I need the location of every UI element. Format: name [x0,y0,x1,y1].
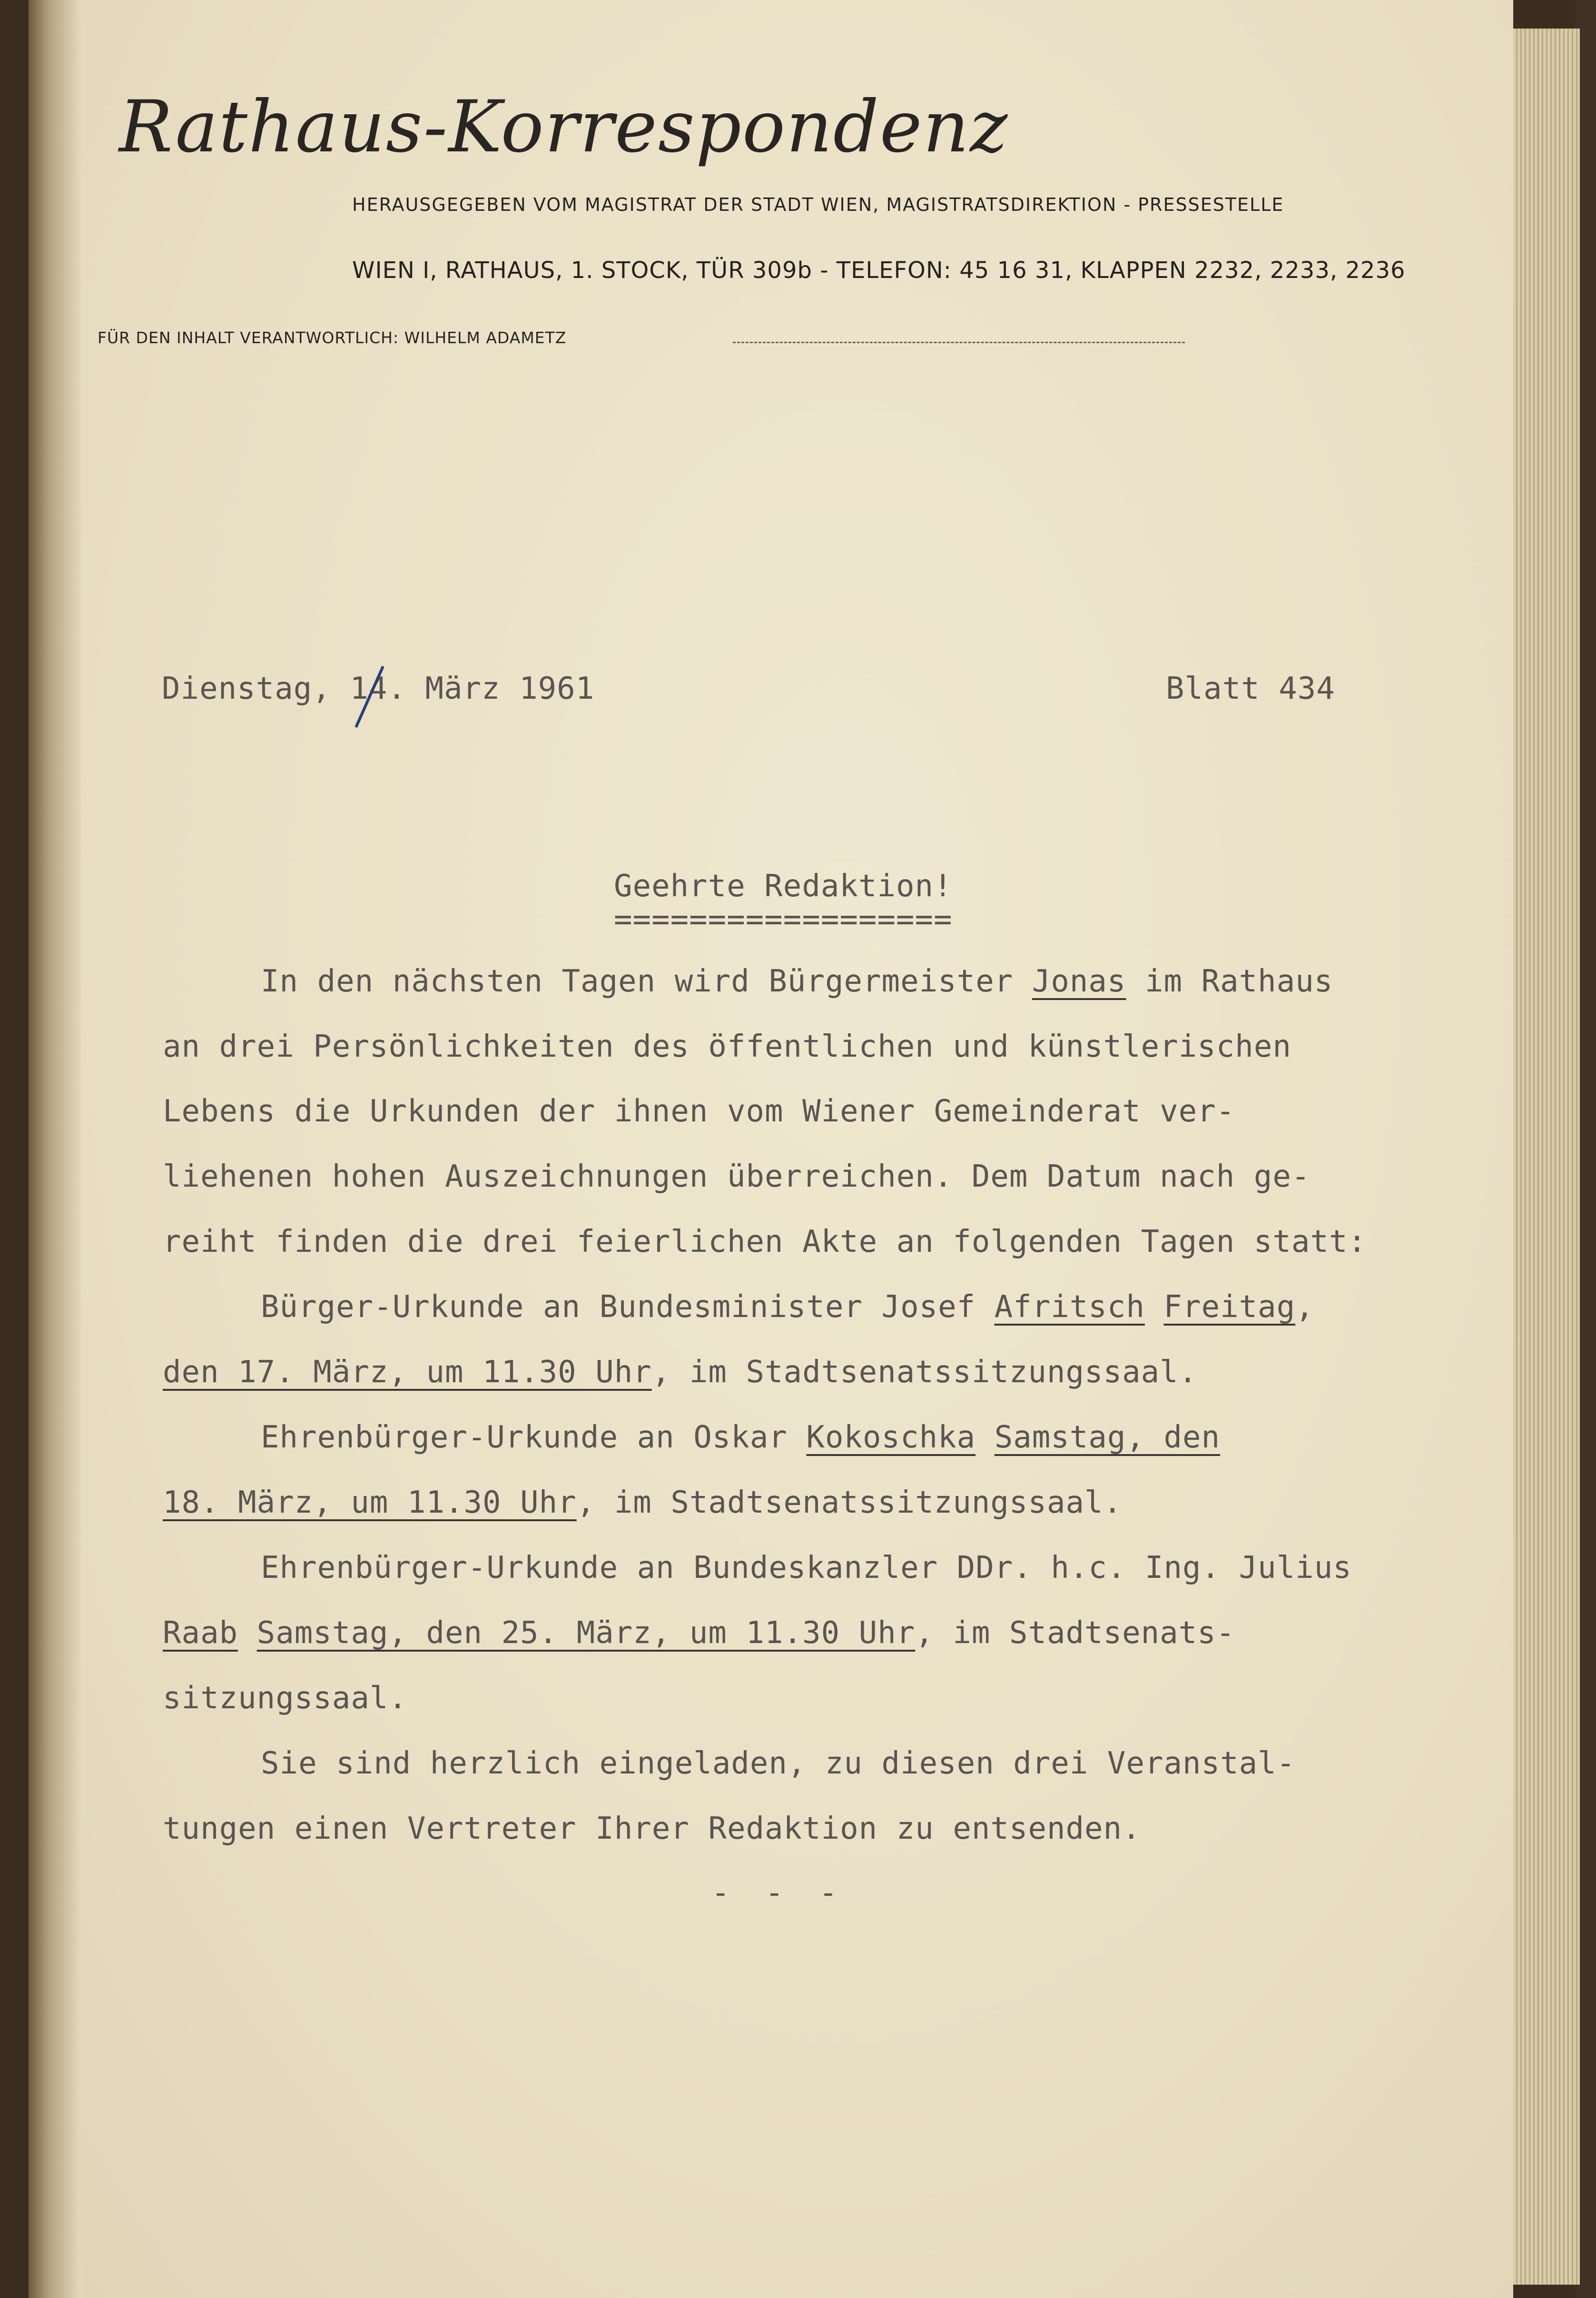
body-line: liehenen hohen Auszeichnungen überreichen. Dem Datum nach ge- [163,1159,1310,1194]
body-line: reiht finden die drei feierlichen Akte an folgenden Tagen statt: [163,1224,1367,1259]
body-line [261,1289,1314,1325]
body-line [163,1485,1122,1520]
body-line [261,964,1333,999]
underlined-date: den 17. März, um 11.30 Uhr [163,1355,652,1390]
page-gutter-shadow [29,0,81,2298]
end-mark: - - - [711,1875,846,1911]
text-run [1145,1289,1164,1325]
document-date: Dienstag, 14. März 1961 [162,671,595,706]
sheet-number: Blatt 434 [1166,671,1335,706]
text-run [975,1420,995,1455]
text-run: , im Stadtsenats- [915,1615,1235,1651]
document-page [29,0,1513,2298]
responsible-rule [733,342,1185,343]
greeting: Geehrte Redaktion! [614,869,953,904]
body-line: an drei Persönlichkeiten des öffentlichen und künstlerischen [163,1029,1291,1064]
text-run: Bürger-Urkunde an Bundesminister Josef [261,1289,995,1325]
text-run: , im Stadtsenatssitzungssaal. [576,1485,1123,1520]
text-run: , [1295,1289,1314,1325]
text-run: , im Stadtsenatssitzungssaal. [651,1355,1198,1390]
body-line: Ehrenbürger-Urkunde an Bundeskanzler DDr. h.c. Ing. Julius [261,1550,1352,1585]
body-line [163,1615,1235,1651]
underlined-date: Samstag, den [994,1420,1221,1455]
underlined-date: Samstag, den 25. März, um 11.30 Uhr [256,1615,916,1651]
body-line: Lebens die Urkunden der ihnen vom Wiener Gemeinderat ver- [163,1094,1235,1129]
body-line: sitzungssaal. [163,1681,407,1716]
underlined-name: Kokoschka [806,1420,976,1455]
underlined-date: Freitag [1163,1289,1296,1325]
body-line [261,1420,1220,1455]
text-run: im Rathaus [1126,964,1333,999]
masthead-title: Rathaus-Korrespondenz [119,86,1009,168]
greeting-underline: ================== [614,902,953,937]
text-run: In den nächsten Tagen wird Bürgermeister [261,964,1032,999]
responsible-line: FÜR DEN INHALT VERANTWORTLICH: WILHELM ADAMETZ [98,328,567,347]
body-line [163,1355,1197,1390]
page-stack-edge [1513,29,1580,2285]
body-line: tungen einen Vertreter Ihrer Redaktion zu entsenden. [163,1811,1141,1846]
address-line: WIEN I, RATHAUS, 1. STOCK, TÜR 309b - TELEFON: 45 16 31, KLAPPEN 2232, 2233, 2236 [352,257,1406,284]
body-line: Sie sind herzlich eingeladen, zu diesen drei Veranstal- [261,1746,1296,1781]
publisher-line: HERAUSGEGEBEN VOM MAGISTRAT DER STADT WIEN, MAGISTRATSDIREKTION - PRESSESTELLE [352,194,1284,215]
underlined-name: Afritsch [994,1289,1145,1325]
text-run [238,1615,257,1651]
underlined-date: 18. März, um 11.30 Uhr [163,1485,577,1520]
underlined-name: Raab [163,1615,238,1651]
text-run: Ehrenbürger-Urkunde an Oskar [261,1420,807,1455]
underlined-name: Jonas [1032,964,1126,999]
